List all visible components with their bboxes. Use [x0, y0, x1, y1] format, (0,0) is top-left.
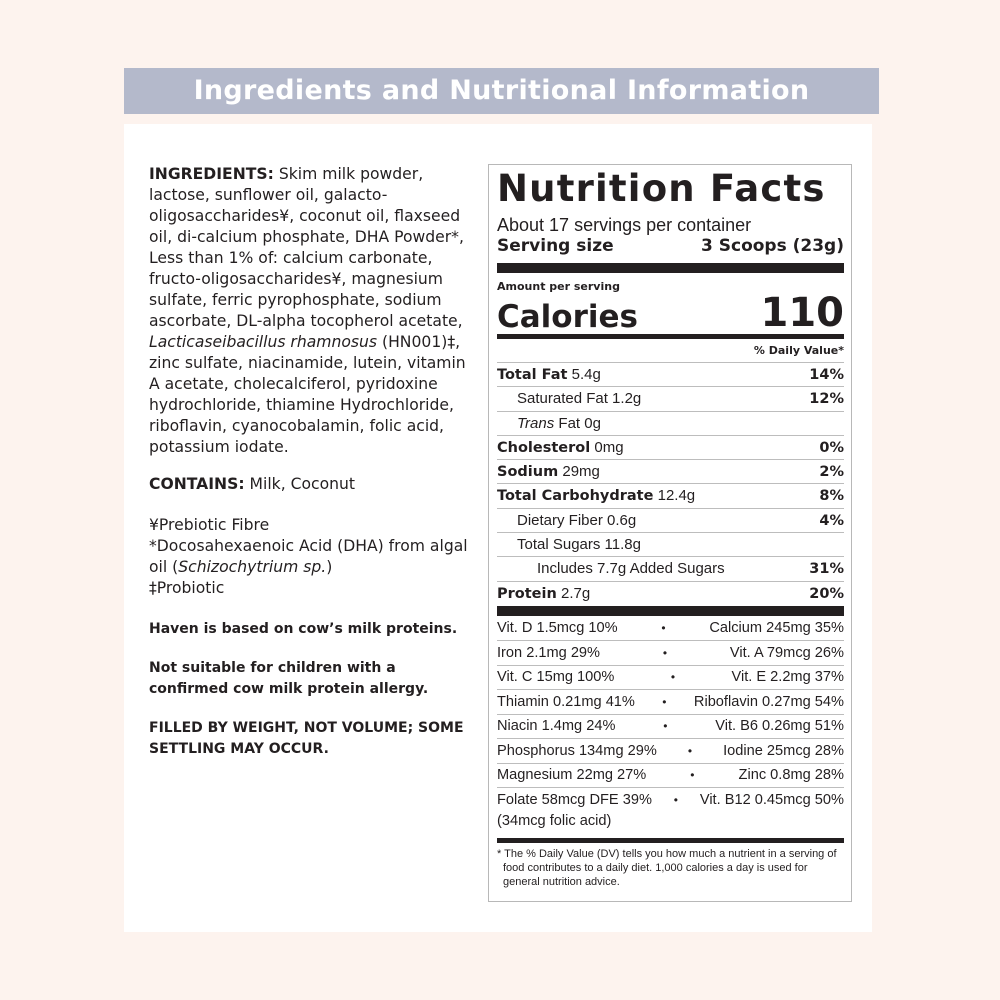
- total-fat-amount: 5.4g: [571, 366, 601, 383]
- daily-value-header: % Daily Value*: [497, 339, 844, 363]
- total-fat-label: Total Fat: [497, 367, 568, 383]
- added-sugars-pct: 31%: [809, 561, 844, 578]
- cholesterol-amount: 0mg: [594, 438, 624, 456]
- sodium-row: [497, 460, 844, 484]
- cholesterol-row: [497, 436, 844, 460]
- dietary-fiber-pct: 4%: [819, 512, 844, 529]
- vitamin-row: [497, 715, 844, 740]
- servings-per-container: About 17 servings per container: [497, 215, 752, 235]
- vitamin-right: Riboflavin 0.27mg 54%: [693, 693, 844, 710]
- serving-size: [497, 235, 844, 273]
- bullet-separator: •: [661, 621, 666, 636]
- total-sugars-row: [497, 533, 844, 557]
- note-dha-close: ): [326, 558, 333, 576]
- ingredients-paragraph: [149, 164, 479, 458]
- vitamin-left: Phosphorus 134mg 29%: [497, 742, 657, 759]
- trans-fat-italic: Trans: [517, 414, 555, 432]
- vitamins-minerals: [497, 616, 844, 844]
- bullet-separator: •: [662, 694, 667, 709]
- ingredients-label: INGREDIENTS:: [149, 165, 274, 183]
- milk-protein-statement: Haven is based on cow’s milk proteins.: [149, 621, 458, 637]
- total-fat-row: [497, 363, 844, 387]
- dietary-fiber-label: Dietary Fiber 0.6g: [517, 511, 637, 529]
- bullet-separator: •: [663, 719, 668, 734]
- added-sugars-row: [497, 557, 844, 581]
- contains-paragraph: [149, 474, 479, 495]
- note-dha-species: Schizochytrium sp.: [178, 558, 327, 576]
- protein-label: Protein: [497, 585, 557, 602]
- saturated-fat-pct: 12%: [809, 391, 844, 408]
- nutrition-facts-title: Nutrition Facts: [497, 167, 826, 210]
- note-probiotic: ‡Probiotic: [149, 579, 225, 597]
- bullet-separator: •: [687, 743, 693, 758]
- folate-value: Folate 58mcg DFE 39%: [497, 792, 652, 809]
- amount-per-serving: Amount per serving: [497, 280, 620, 293]
- vitamin-right: Iodine 25mcg 28%: [723, 742, 844, 759]
- probiotic-strain-name: Lacticaseibacillus rhamnosus: [149, 333, 378, 351]
- trans-fat-row: [497, 412, 844, 436]
- vitamin-right: Vit. B12 0.45mcg 50%: [699, 792, 844, 809]
- vitamin-left: [497, 790, 652, 832]
- ingredients-text: Skim milk powder, lactose, sunflower oil, galacto-oligosaccharides¥, coconut oil, flaxseed oil, di-calcium phosphate, DHA Powder*, Less than 1% of: calcium carbonate, fructo-oligosaccharides¥, magnesium sulfate, ferric pyrophosphate, sodium ascorbate, DL-alpha tocopherol acetate,: [149, 165, 464, 330]
- note-dha: [149, 536, 479, 578]
- serving-size-value: 3 Scoops (23g): [701, 236, 844, 256]
- ingredients-column: [149, 164, 479, 778]
- note-prebiotic: ¥Prebiotic Fibre: [149, 516, 270, 534]
- bullet-separator: •: [670, 670, 676, 685]
- contains-text: Milk, Coconut: [249, 475, 356, 493]
- vitamin-right: Vit. B6 0.26mg 51%: [715, 718, 844, 735]
- calories-label: Calories: [497, 299, 638, 335]
- vitamin-left: Niacin 1.4mg 24%: [497, 718, 616, 735]
- vitamin-row: [497, 690, 844, 715]
- content-panel: [124, 124, 872, 932]
- bullet-separator: •: [673, 793, 678, 808]
- protein-row: [497, 582, 844, 616]
- saturated-fat-label: Saturated Fat 1.2g: [517, 390, 642, 408]
- contains-label: CONTAINS:: [149, 475, 245, 493]
- total-fat-pct: 14%: [809, 367, 844, 383]
- added-sugars-label: Includes 7.7g Added Sugars: [537, 560, 725, 578]
- sodium-amount: 29mg: [562, 463, 600, 481]
- vitamin-right: Zinc 0.8mg 28%: [738, 767, 844, 784]
- vitamin-row: [497, 666, 844, 691]
- protein-pct: 20%: [809, 585, 844, 602]
- vitamin-row: [497, 739, 844, 764]
- saturated-fat-row: [497, 387, 844, 411]
- vitamin-left: Magnesium 22mg 27%: [497, 767, 647, 784]
- folic-acid-value: (34mcg folic acid): [497, 813, 612, 830]
- vitamin-right: Vit. E 2.2mg 37%: [731, 669, 844, 686]
- bullet-separator: •: [662, 645, 668, 660]
- vitamin-left: Iron 2.1mg 29%: [497, 644, 601, 661]
- nutrition-facts-label: [488, 164, 852, 902]
- vitamin-row: [497, 617, 844, 642]
- vitamin-left: Vit. C 15mg 100%: [497, 669, 615, 686]
- bullet-separator: •: [690, 768, 695, 783]
- vitamin-row: [497, 788, 844, 843]
- note-dha-text: *Docosahexaenoic Acid (DHA) from algal oil (: [149, 537, 468, 576]
- cholesterol-pct: 0%: [819, 439, 844, 456]
- section-title: Ingredients and Nutritional Information: [193, 75, 810, 106]
- calories-value: 110: [760, 290, 844, 336]
- total-carbohydrate-label: Total Carbohydrate: [497, 488, 654, 505]
- protein-amount: 2.7g: [560, 584, 591, 602]
- total-carbohydrate-row: [497, 484, 844, 508]
- serving-size-label: Serving size: [497, 236, 614, 256]
- dietary-fiber-row: [497, 509, 844, 533]
- vitamin-right: Vit. A 79mcg 26%: [729, 644, 844, 661]
- trans-fat-label: Fat 0g: [558, 414, 601, 432]
- daily-value-footnote: * The % Daily Value (DV) tells you how much a nutrient in a serving of food contributes to a daily diet. 1,000 calories a day is used for general nutrition advice.: [497, 848, 837, 889]
- vitamin-row: [497, 764, 844, 789]
- calories-row: [497, 290, 844, 339]
- allergy-warning: Not suitable for children with a confirmed cow milk protein allergy.: [149, 660, 429, 697]
- ingredients-text-continued: (HN001)‡, zinc sulfate, niacinamide, lutein, vitamin A acetate, cholecalciferol, pyridoxine hydrochloride, thiamine Hydrochloride, riboflavin, cyanocobalamin, folic acid, potassium iodate.: [149, 333, 466, 456]
- vitamin-left: Vit. D 1.5mcg 10%: [497, 620, 618, 637]
- footnote-symbols: [149, 515, 479, 599]
- sodium-label: Sodium: [497, 464, 559, 481]
- section-header: [124, 68, 879, 114]
- cholesterol-label: Cholesterol: [497, 439, 591, 456]
- total-sugars-label: Total Sugars 11.8g: [517, 536, 641, 554]
- vitamin-right: Calcium 245mg 35%: [709, 620, 844, 637]
- vitamin-row: [497, 641, 844, 666]
- sodium-pct: 2%: [819, 464, 844, 481]
- total-carbohydrate-amount: 12.4g: [657, 487, 696, 505]
- settling-notice: FILLED BY WEIGHT, NOT VOLUME; SOME SETTLING MAY OCCUR.: [149, 720, 464, 757]
- vitamin-left: Thiamin 0.21mg 41%: [497, 693, 635, 710]
- total-carbohydrate-pct: 8%: [819, 488, 844, 505]
